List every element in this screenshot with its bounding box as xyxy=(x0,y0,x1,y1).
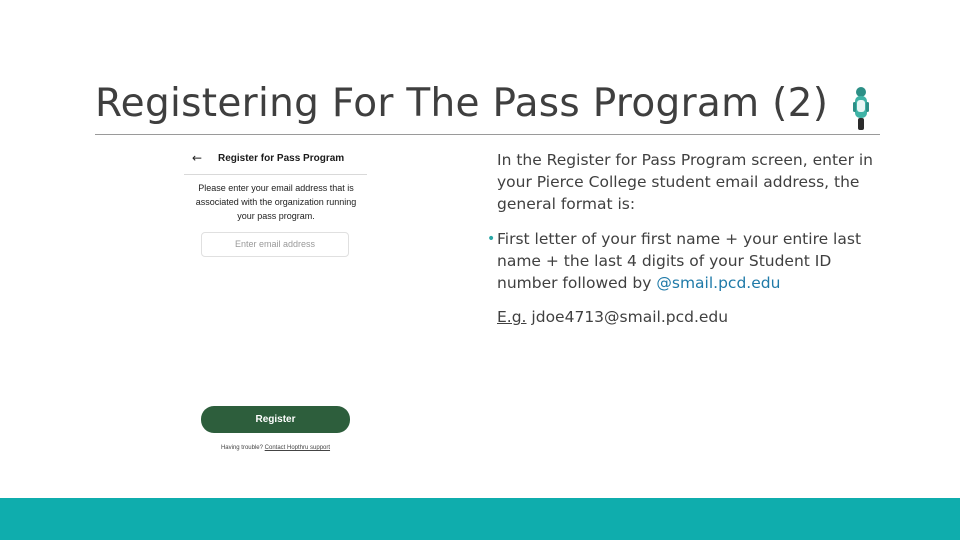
email-domain: @smail.pcd.edu xyxy=(656,274,781,292)
support-text xyxy=(201,445,350,451)
phone-screen-title: Register for Pass Program xyxy=(218,153,345,164)
bullet-icon: • xyxy=(487,231,496,247)
example-line xyxy=(497,306,887,328)
back-arrow-icon[interactable]: ← xyxy=(192,151,203,165)
slide-title: Registering For The Pass Program (2) xyxy=(95,81,829,126)
example-email: jdoe4713@smail.pcd.edu xyxy=(526,308,729,326)
bullet-text: First letter of your first name + your entire last name + the last 4 digits of your Student ID number followed by xyxy=(497,230,862,292)
support-link[interactable]: Contact Hopthru support xyxy=(264,445,331,451)
email-format-bullet xyxy=(487,228,887,294)
support-prefix: Having trouble? xyxy=(220,445,265,451)
mascot-icon xyxy=(848,86,874,132)
phone-screenshot xyxy=(184,146,370,462)
example-label: E.g. xyxy=(497,308,527,326)
register-button[interactable]: Register xyxy=(201,406,350,433)
instructions-paragraph: In the Register for Pass Program screen, enter in your Pierce College student email address, the general format is: xyxy=(497,151,874,213)
title-divider xyxy=(95,134,880,135)
phone-header-divider xyxy=(184,174,367,175)
phone-header xyxy=(184,146,370,172)
bottom-accent-bar xyxy=(0,498,960,540)
email-input[interactable]: Enter email address xyxy=(201,232,349,257)
email-instructions: Please enter your email address that is associated with the organization running your pass program. xyxy=(195,183,357,221)
